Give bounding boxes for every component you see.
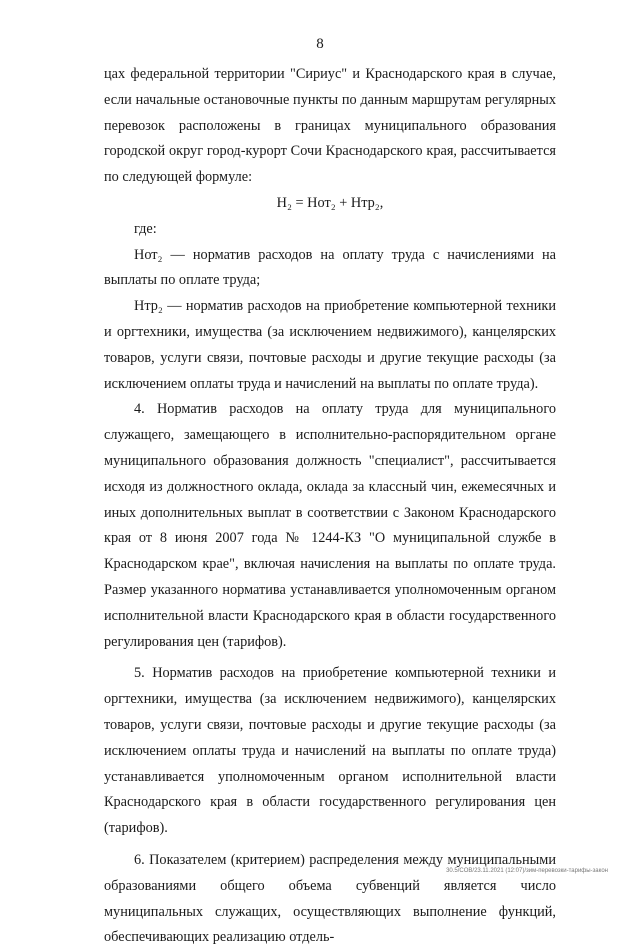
document-body: [104, 62, 556, 951]
paragraph-where: где:: [134, 220, 157, 237]
clause-5: 5. Норматив расходов на приобретение компьютерной техники и оргтехники, имущества (за исключением недвижимого), канцелярских товаров, услуги связи, почтовые расходы и другие текущие расходы (за исключением оплаты труда и начислений на выплаты по оплате труда) устанавливается уполномоченным органом исполнительной власти Краснодарского края в области государственного регулирования цен (тарифов).: [104, 665, 556, 837]
formula: Н₂ = Нот₂ + Нтр₂,: [276, 194, 384, 211]
page-number: 8: [316, 36, 324, 52]
paragraph-continuation: цах федеральной территории "Сириус" и Краснодарского края в случае, если начальные остановочные пункты по данным маршрутам регулярных перевозок расположены в границах муниципального образования городской округ город-курорт Сочи Краснодарского края, рассчитывается по следующей формуле:: [104, 66, 556, 186]
clause-6: 6. Показателем (критерием) распределения между муниципальными образованиями общего объема субвенций является число муниципальных служащих, осуществляющих выполнение функций, обеспечивающих реализацию отдель-: [104, 851, 556, 946]
footer-file-note: 30.5/COB/23.11.2021 (12:07)/зим-перевозки-тарифы-закон: [446, 868, 608, 874]
definition-ntr2: Нтр₂ — норматив расходов на приобретение компьютерной техники и оргтехники, имущества (за исключением недвижимого), канцелярских товаров, услуги связи, почтовые расходы и другие текущие расходы (за исключением оплаты труда и начислений на выплаты по оплате труда).: [104, 298, 556, 392]
clause-4: 4. Норматив расходов на оплату труда для муниципального служащего, замещающего в исполнительно-распорядительном органе муниципального образования должность "специалист", рассчитывается исходя из должностного оклада, оклада за классный чин, ежемесячных и иных дополнительных выплат в соответствии с Законом Краснодарского края от 8 июня 2007 года № 1244-КЗ "О муниципальной службе в Краснодарском крае", включая начисления на выплаты по оплате труда. Размер указанного норматива устанавливается уполномоченным органом исполнительной власти Краснодарского края в области государственного регулирования цен (тарифов).: [104, 401, 556, 650]
definition-not2: Нот₂ — норматив расходов на оплату труда с начислениями на выплаты по оплате труда;: [104, 246, 556, 289]
